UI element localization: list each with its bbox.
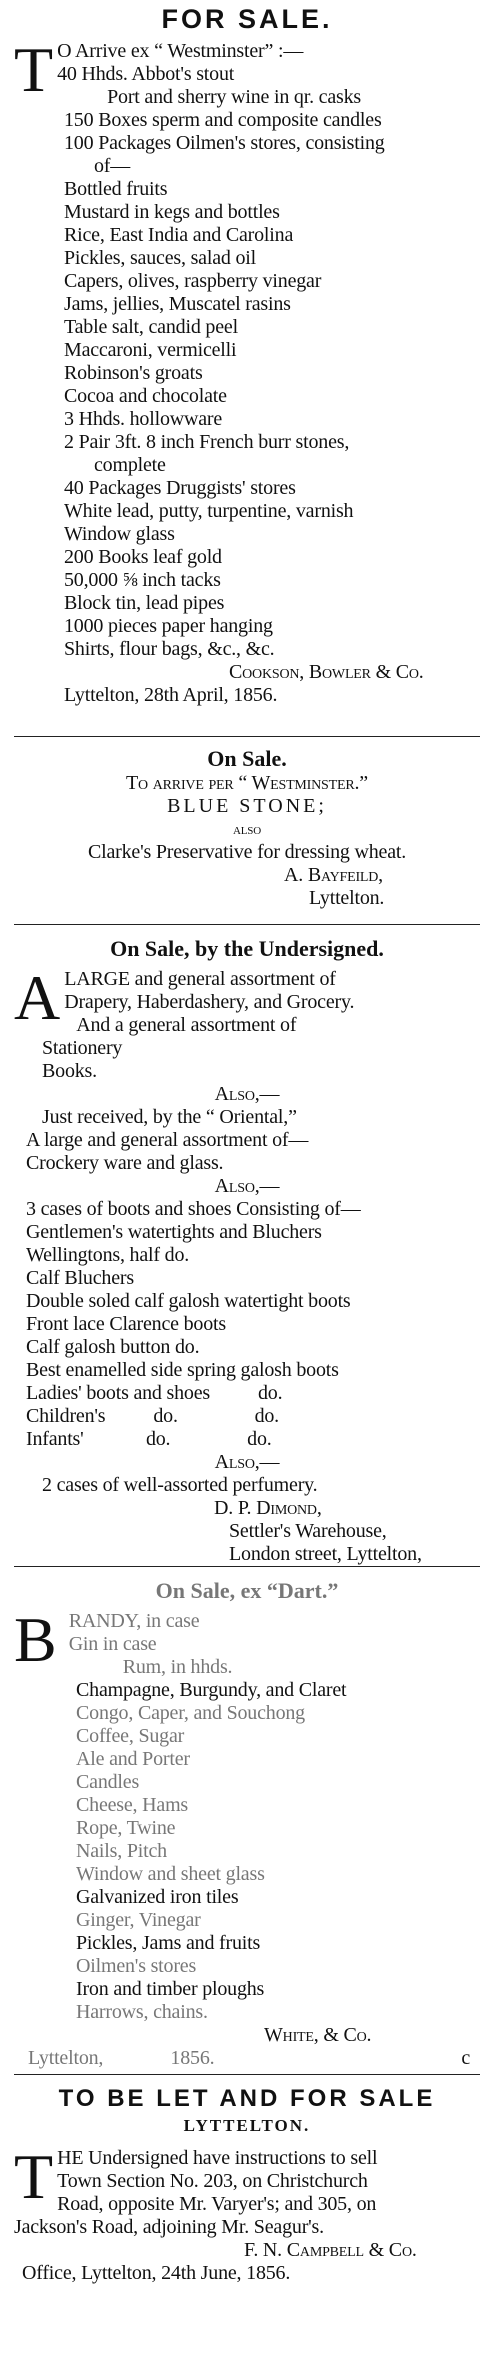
- ad1-item: Bottled fruits: [64, 178, 168, 200]
- ad3-line: Also,—: [214, 1175, 280, 1197]
- ad4-marker: c: [461, 2047, 470, 2069]
- ad3-line: Also,—: [214, 1083, 280, 1105]
- ad5-heading: TO BE LET AND FOR SALE: [58, 2085, 436, 2112]
- ad4-line: Window and sheet glass: [76, 1863, 265, 1885]
- ad1-item: Robinson's groats: [64, 362, 203, 384]
- ad3-line: Calf Bluchers: [26, 1267, 134, 1289]
- ad3-line: LARGE and general assortment of: [64, 968, 336, 990]
- ad3-line: Calf galosh button do.: [26, 1336, 200, 1358]
- ad1-item: 1000 pieces paper hanging: [64, 615, 273, 637]
- ad3-line: Just received, by the “ Oriental,”: [42, 1106, 297, 1128]
- ad2-place: Lyttelton.: [309, 887, 385, 909]
- ad4-line: Champagne, Burgundy, and Claret: [76, 1679, 347, 1701]
- ad4-line: Iron and timber ploughs: [76, 1978, 265, 2000]
- column-rule: [14, 924, 480, 925]
- ad3-line: Books.: [42, 1060, 97, 1082]
- ad2-line: also: [233, 821, 261, 838]
- column-rule: [14, 2074, 480, 2075]
- ad3-line: And a general assortment of: [76, 1014, 297, 1036]
- ad2-line: BLUE STONE;: [167, 795, 327, 817]
- ad4-line: Rope, Twine: [76, 1817, 176, 1839]
- ad-on-sale-dart: [14, 1578, 480, 2070]
- column-rule: [14, 736, 480, 737]
- ad1-item: Pickles, sauces, salad oil: [64, 247, 256, 269]
- ad1-item: 50,000 ⅝ inch tacks: [64, 569, 221, 591]
- ad2-line: Clarke's Preservative for dressing wheat.: [87, 841, 407, 863]
- ad4-line: Coffee, Sugar: [76, 1725, 185, 1747]
- ad3-dropcap: A: [14, 962, 61, 1033]
- ad3-line: Infants' do. do.: [26, 1428, 272, 1450]
- ad1-item: Rice, East India and Carolina: [64, 224, 294, 246]
- ad1-item: Shirts, flour bags, &c., &c.: [64, 638, 275, 660]
- ad1-dateline: Lyttelton, 28th April, 1856.: [64, 684, 278, 706]
- ad1-item: 2 Pair 3ft. 8 inch French burr stones,: [64, 431, 350, 453]
- ad5-line: Jackson's Road, adjoining Mr. Seagur's.: [14, 2216, 324, 2238]
- ad5-line: Town Section No. 203, on Christchurch: [57, 2170, 368, 2192]
- ad4-line: Rum, in hhds.: [122, 1656, 233, 1678]
- ad4-line: Ale and Porter: [76, 1748, 190, 1770]
- ad3-signature-line: London street, Lyttelton,: [229, 1543, 422, 1565]
- ad1-heading: FOR SALE.: [161, 4, 333, 34]
- ad1-item: Table salt, candid peel: [64, 316, 238, 338]
- ad5-dropcap: T: [14, 2141, 54, 2212]
- ad3-line: Stationery: [42, 1037, 123, 1059]
- ad3-line: Best enamelled side spring galosh boots: [26, 1359, 339, 1381]
- ad4-line: RANDY, in case: [68, 1610, 200, 1632]
- ad1-item: 150 Boxes sperm and composite candles: [64, 109, 382, 131]
- ad5-subheading: LYTTELTON.: [183, 2116, 311, 2135]
- ad4-line: Cheese, Hams: [76, 1794, 189, 1816]
- ad4-line: Gin in case: [68, 1633, 157, 1655]
- ad1-intro: O Arrive ex “ Westminster” :—: [57, 40, 304, 62]
- ad3-line: 3 cases of boots and shoes Consisting of—: [26, 1198, 361, 1220]
- ad3-line: Double soled calf galosh watertight boots: [26, 1290, 351, 1312]
- ad-on-sale-bluestone: [14, 746, 480, 910]
- ad3-line: Crockery ware and glass.: [26, 1152, 224, 1174]
- ad4-line: Ginger, Vinegar: [76, 1909, 201, 1931]
- ad3-line: 2 cases of well-assorted perfumery.: [42, 1474, 318, 1496]
- ad4-line: Galvanized iron tiles: [76, 1886, 239, 1908]
- ad5-signature: F. N. Campbell & Co.: [244, 2239, 417, 2261]
- ad1-item: Window glass: [64, 523, 175, 545]
- ad5-line: Road, opposite Mr. Varyer's; and 305, on: [57, 2193, 377, 2215]
- ad3-line: A large and general assortment of—: [26, 1129, 309, 1151]
- ad3-line: Also,—: [214, 1451, 280, 1473]
- ad3-line: Ladies' boots and shoes do.: [26, 1382, 283, 1404]
- ad2-heading: On Sale.: [207, 746, 287, 771]
- ad3-signature-line: Settler's Warehouse,: [229, 1520, 387, 1542]
- ad4-line: Pickles, Jams and fruits: [76, 1932, 261, 1954]
- ad4-line: Nails, Pitch: [76, 1840, 167, 1862]
- ad3-line: Children's do. do.: [26, 1405, 279, 1427]
- ad-to-let-for-sale: [14, 2084, 480, 2285]
- ad1-item: 40 Hhds. Abbot's stout: [57, 63, 235, 85]
- ad3-signature: D. P. Dimond,: [214, 1497, 322, 1519]
- ad1-item: 200 Books leaf gold: [64, 546, 222, 568]
- ad1-item: 40 Packages Druggists' stores: [64, 477, 296, 499]
- ad1-item: Block tin, lead pipes: [64, 592, 225, 614]
- ad4-line: Candles: [76, 1771, 140, 1793]
- ad4-line: Congo, Caper, and Souchong: [76, 1702, 305, 1724]
- ad4-signature: White, & Co.: [264, 2024, 372, 2046]
- ad2-signature: A. Bayfeild,: [284, 864, 383, 886]
- ad3-line: Wellingtons, half do.: [26, 1244, 190, 1266]
- ad1-item: 3 Hhds. hollowware: [64, 408, 223, 430]
- column-rule: [14, 1566, 480, 1567]
- ad1-item: Mustard in kegs and bottles: [64, 201, 280, 223]
- ad1-item: Port and sherry wine in qr. casks: [107, 86, 362, 108]
- ad4-dropcap: B: [14, 1604, 57, 1675]
- ad1-item: Capers, olives, raspberry vinegar: [64, 270, 322, 292]
- ad1-signature: Cookson, Bowler & Co.: [229, 661, 424, 683]
- ad1-item: Maccaroni, vermicelli: [64, 339, 237, 361]
- ad3-heading: On Sale, by the Undersigned.: [110, 936, 384, 961]
- ad1-item: Cocoa and chocolate: [64, 385, 227, 407]
- ad-dimond-on-sale: [14, 936, 480, 1566]
- ad1-item: White lead, putty, turpentine, varnish: [64, 500, 354, 522]
- ad4-dateline-row: [14, 2047, 480, 2070]
- ad5-line: HE Undersigned have instructions to sell: [57, 2147, 378, 2169]
- ad1-item: 100 Packages Oilmen's stores, consisting: [64, 132, 385, 154]
- ad5-dateline: Office, Lyttelton, 24th June, 1856.: [22, 2262, 291, 2284]
- ad3-line: Drapery, Haberdashery, and Grocery.: [64, 991, 355, 1013]
- ad3-line: Gentlemen's watertights and Bluchers: [26, 1221, 322, 1243]
- ad-for-sale-westminster: [14, 4, 480, 707]
- ad1-item: Jams, jellies, Muscatel rasins: [64, 293, 291, 315]
- ad3-line: Front lace Clarence boots: [26, 1313, 226, 1335]
- ad2-line: To arrive per “ Westminster.”: [126, 772, 368, 794]
- ad4-heading: On Sale, ex “Dart.”: [155, 1578, 339, 1603]
- ad4-dateline: Lyttelton, 1856.: [28, 2047, 215, 2069]
- ad4-line: Harrows, chains.: [76, 2001, 208, 2023]
- ad4-line: Oilmen's stores: [76, 1955, 197, 1977]
- ad1-item: of—: [94, 155, 131, 177]
- ad1-item: complete: [94, 454, 166, 476]
- ad1-dropcap: T: [14, 34, 54, 105]
